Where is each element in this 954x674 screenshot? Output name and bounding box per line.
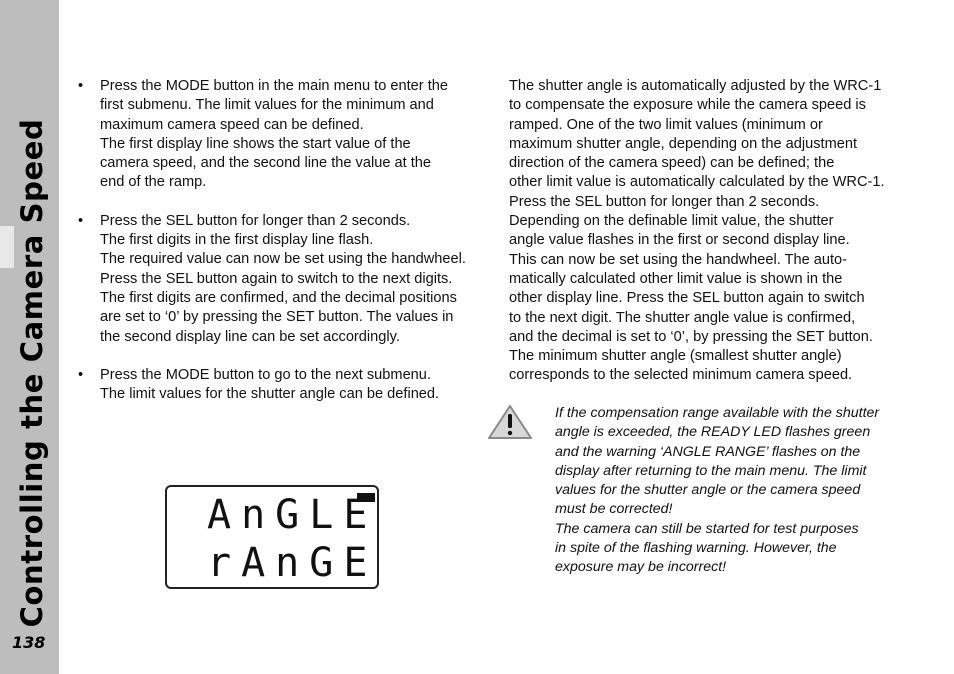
text-line: The shutter angle is automatically adjusted by the WRC-1 [509,78,882,94]
text-line: end of the ramp. [100,174,207,191]
text-line: other display line. Press the SEL button again to switch [509,290,865,307]
text-line: This can now be set using the handwheel. The auto- [509,251,848,268]
text-line: ramped. One of the two limit values (minimum or [509,116,823,133]
text-line: are set to ‘0’ by pressing the SET button. The values in [100,309,454,326]
text-line: The minimum shutter angle (smallest shutter angle) [509,348,842,365]
text-line: The limit values for the shutter angle can be defined. [100,386,440,403]
bullet-dot: • [78,78,84,94]
lcd-line-2-text: rAnGE [207,540,378,586]
lcd-line-1-text: AnGLE [207,492,378,538]
text-line: to compensate the exposure while the camera speed is [509,97,866,114]
sidebar-tab-marker [0,226,14,268]
text-line: exposure may be incorrect! [555,559,727,576]
text-line: The first display line shows the start value of the [100,135,411,152]
text-line: direction of the camera speed) can be defined; the [509,155,835,172]
text-line: first submenu. The limit values for the minimum and [100,97,434,114]
text-line: matically calculated other limit value is shown in the [509,270,843,287]
sidebar [0,0,59,674]
lcd-line-1 [207,492,378,538]
text-line: camera speed, and the second line the value at the [100,155,432,172]
text-line: Press the SEL button for longer than 2 seconds. [100,212,411,229]
left-column [78,77,470,423]
text-line: other limit value is automatically calculated by the WRC-1. [509,174,885,191]
text-line: values for the shutter angle or the camera speed [555,482,861,499]
text-line: Depending on the definable limit value, the shutter [509,213,834,230]
text-line: maximum shutter angle, depending on the adjustment [509,135,858,152]
text-line: corresponds to the selected minimum camera speed. [509,367,853,384]
text-line: must be corrected! [555,501,673,518]
text-line: to the next digit. The shutter angle value is confirmed, [509,309,856,326]
text-line: the second display line can be set accordingly. [100,328,400,345]
warning-triangle-icon [487,404,533,440]
text-line: If the compensation range available with the shutter [555,405,880,421]
bullet-dot: • [78,212,84,229]
text-line: display after returning to the main menu. The limit [555,462,867,479]
text-line: Press the SEL button again to switch to the next digits. [100,270,453,287]
text-line: The required value can now be set using the handwheel. [100,251,466,268]
bullet-item [78,212,470,347]
text-line: Press the MODE button to go to the next submenu. [100,366,431,383]
text-line: angle is exceeded, the READY LED flashes green [555,424,871,441]
text-line: The first digits are confirmed, and the decimal positions [100,289,457,306]
bullet-item [78,366,470,405]
text-line: angle value flashes in the first or second display line. [509,232,850,249]
bullet-dot: • [78,366,84,383]
lcd-display [165,485,379,589]
page-number: 138 [12,633,46,652]
text-line: Press the MODE button in the main menu to enter the [100,78,448,94]
lcd-line-2 [207,540,378,586]
text-line: in spite of the flashing warning. However, the [555,540,837,557]
text-line: and the decimal is set to ‘0’, by pressing the SET button. [509,328,873,345]
text-line: Press the SEL button for longer than 2 seconds. [509,193,820,210]
warning-text [555,404,885,578]
bullet-item [78,77,470,193]
text-line: The first digits in the first display line flash. [100,232,374,249]
chapter-title: Controlling the Camera Speed [15,118,49,628]
text-line: and the warning ‘ANGLE RANGE’ flashes on the [555,443,861,460]
text-line: maximum camera speed can be defined. [100,116,364,133]
text-line: The camera can still be started for test purposes [555,520,859,537]
right-column [509,77,889,386]
